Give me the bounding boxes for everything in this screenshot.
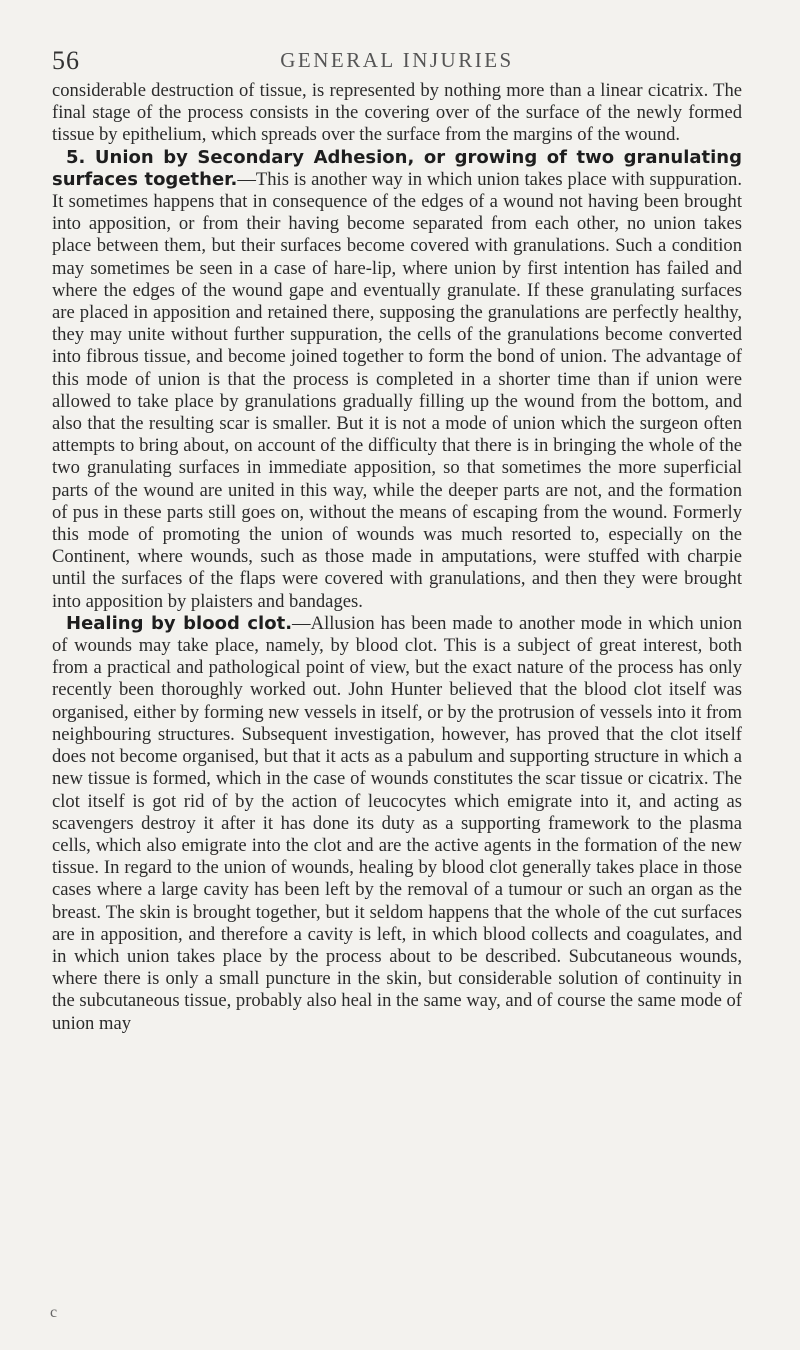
body-text: [52, 80, 742, 1035]
section-heading: 5. Union by Secondary Adhesion, or growing of two granulating surfaces together.: [52, 146, 742, 190]
paragraph-text: considerable destruction of tissue, is represented by nothing more than a linear cicatrix. The final stage of the process consists in the covering over of the surface of the newly formed tissue by epithelium, which spreads over the surface from the margins of the wound.: [52, 80, 742, 146]
section-heading: Healing by blood clot.: [66, 612, 293, 634]
paragraph-text: —This is another way in which union takes place with suppuration. It sometimes happens that in consequence of the edges of a wound not having been brought into apposition, or from their having become separated from each other, no union takes place between them, but their surfaces become covered with granulations. Such a condition may sometimes be seen in a case of hare-lip, where union by first intention has failed and where the edges of the wound gape and eventually granulate. If these granulating surfaces are placed in apposition and retained there, supposing the granulations are perfectly healthy, they may unite without further suppuration, the cells of the granulations become converted into fibrous tissue, and become joined together to form the bond of union. The advantage of this mode of union is that the process is completed in a shorter time than if union were allowed to take place by granulations gradually filling up the wound from the bottom, and also that the resulting scar is smaller. But it is not a mode of union which the surgeon often attempts to bring about, on account of the difficulty that there is in bringing the whole of the two granulating surfaces in immediate apposition, so that sometimes the more superficial parts of the wound are united in this way, while the deeper parts are not, and the formation of pus in these parts still goes on, without the means of escaping from the wound. Formerly this mode of promoting the union of wounds was much resorted to, especially on the Continent, where wounds, such as those made in amputations, were stuffed with charpie until the surfaces of the flaps were covered with granulations, and then they were brought into apposition by plaisters and bandages.: [52, 168, 742, 612]
running-head: [52, 44, 742, 80]
paragraph-text: —Allusion has been made to another mode in which union of wounds may take place, namely, by blood clot. This is a subject of great interest, both from a practical and pathological point of view, but the exact nature of the process has only recently been thoroughly worked out. John Hunter believed that the blood clot itself was organised, either by forming new vessels in itself, or by the protrusion of vessels into it from neighbouring structures. Subsequent investigation, however, has proved that the clot itself does not become organised, but that it acts as a pabulum and supporting structure in which a new tissue is formed, which in the case of wounds constitutes the scar tissue or cicatrix. The clot itself is got rid of by the action of leucocytes which emigrate into it, and acting as scavengers destroy it after it has done its duty as a supporting framework to the plasma cells, which also emigrate into the clot and are the active agents in the formation of the new tissue. In regard to the union of wounds, healing by blood clot generally takes place in those cases where a large cavity has been left by the removal of a tumour or such an organ as the breast. The skin is brought together, but it seldom happens that the whole of the cut surfaces are in apposition, and therefore a cavity is left, in which blood collects and coagulates, and in which union takes place by the process about to be described. Subcutaneous wounds, where there is only a small puncture in the skin, but considerable solution of continuity in the subcutaneous tissue, probably also heal in the same way, and of course the same mode of union may: [52, 612, 742, 1034]
printer-mark: c: [50, 1304, 58, 1321]
paragraph-blood-clot: [52, 613, 742, 1035]
page-number: 56: [52, 46, 80, 75]
book-page: [52, 44, 742, 1035]
paragraph-secondary-adhesion: [52, 147, 742, 613]
running-title: GENERAL INJURIES: [280, 48, 514, 72]
paragraph-continuation: [52, 80, 742, 147]
